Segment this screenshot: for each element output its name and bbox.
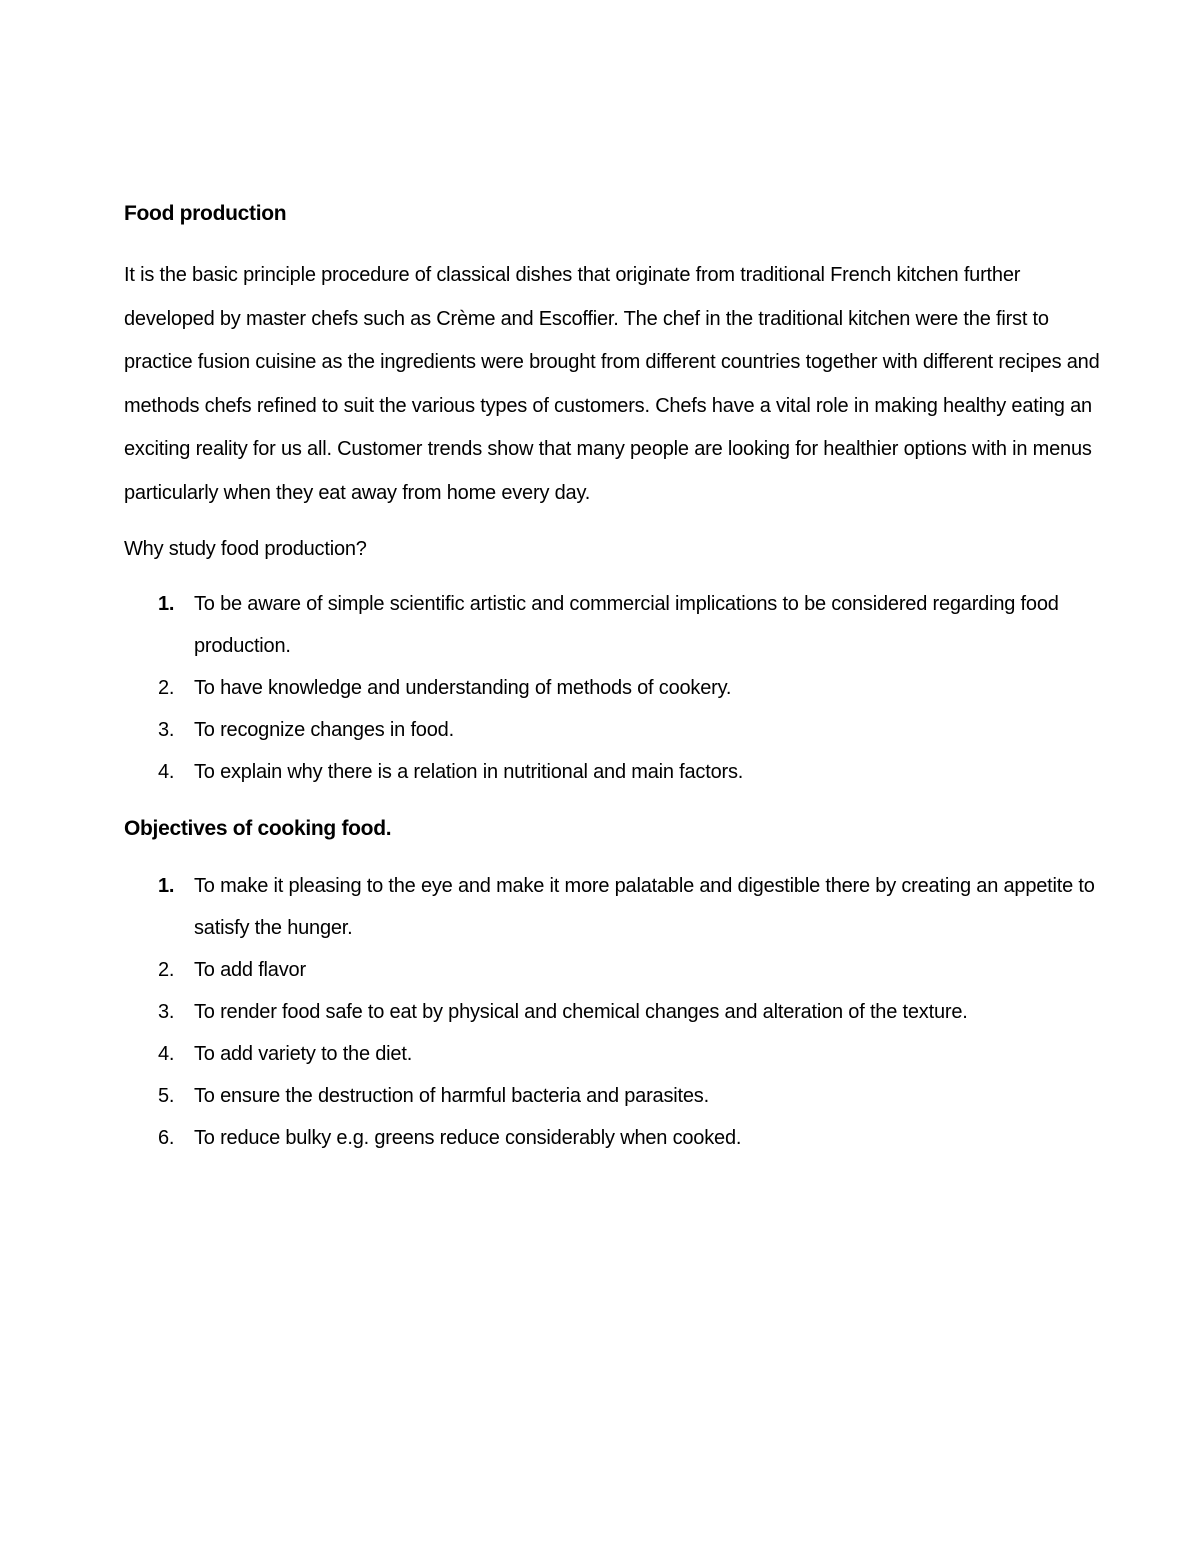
why-study-question: Why study food production? (124, 538, 367, 560)
list-item-number: 4. (158, 1043, 175, 1065)
list-item-number: 2. (158, 959, 175, 981)
document-page (124, 196, 1114, 1159)
list-item (124, 949, 1114, 991)
objectives-list (124, 865, 1114, 1159)
list-item-number: 4. (158, 761, 175, 783)
list-item-text: To explain why there is a relation in nutritional and main factors. (194, 761, 744, 783)
list-item (124, 667, 1114, 709)
list-item (124, 991, 1114, 1033)
list-item (124, 709, 1114, 751)
list-item (124, 865, 1114, 949)
list-item-text: To add variety to the diet. (194, 1043, 413, 1065)
list-item (124, 1117, 1114, 1159)
document-title: Food production (124, 202, 287, 225)
list-item-text: To have knowledge and understanding of methods of cookery. (194, 677, 732, 699)
list-item-text: To render food safe to eat by physical and chemical changes and alteration of the texture. (194, 1001, 968, 1023)
objectives-heading: Objectives of cooking food. (124, 817, 392, 840)
list-item (124, 1033, 1114, 1075)
list-item (124, 751, 1114, 793)
list-item-number: 1. (158, 593, 175, 615)
list-item-number: 6. (158, 1127, 175, 1149)
list-item-text: To be aware of simple scientific artistic and commercial implications to be considered regarding food production. (194, 593, 1059, 657)
list-item (124, 1075, 1114, 1117)
list-item-number: 5. (158, 1085, 175, 1107)
list-item-text: To ensure the destruction of harmful bacteria and parasites. (194, 1085, 709, 1107)
why-study-list (124, 583, 1114, 793)
list-item-number: 3. (158, 1001, 175, 1023)
list-item-text: To add flavor (194, 959, 306, 981)
list-item-number: 2. (158, 677, 175, 699)
list-item-text: To reduce bulky e.g. greens reduce considerably when cooked. (194, 1127, 742, 1149)
list-item-text: To make it pleasing to the eye and make it more palatable and digestible there by creating an appetite to satisfy the hunger. (194, 875, 1095, 939)
intro-paragraph: It is the basic principle procedure of classical dishes that originate from traditional French kitchen further developed by master chefs such as Crème and Escoffier. The chef in the traditional kitchen were the first to practice fusion cuisine as the ingredients were brought from different countries together with different recipes and methods chefs refined to suit the various types of customers. Chefs have a vital role in making healthy eating an exciting reality for us all. Customer trends show that many people are looking for healthier options with in menus particularly when they eat away from home every day. (124, 264, 1100, 504)
list-item-text: To recognize changes in food. (194, 719, 454, 741)
list-item-number: 1. (158, 875, 175, 897)
list-item (124, 583, 1114, 667)
list-item-number: 3. (158, 719, 175, 741)
